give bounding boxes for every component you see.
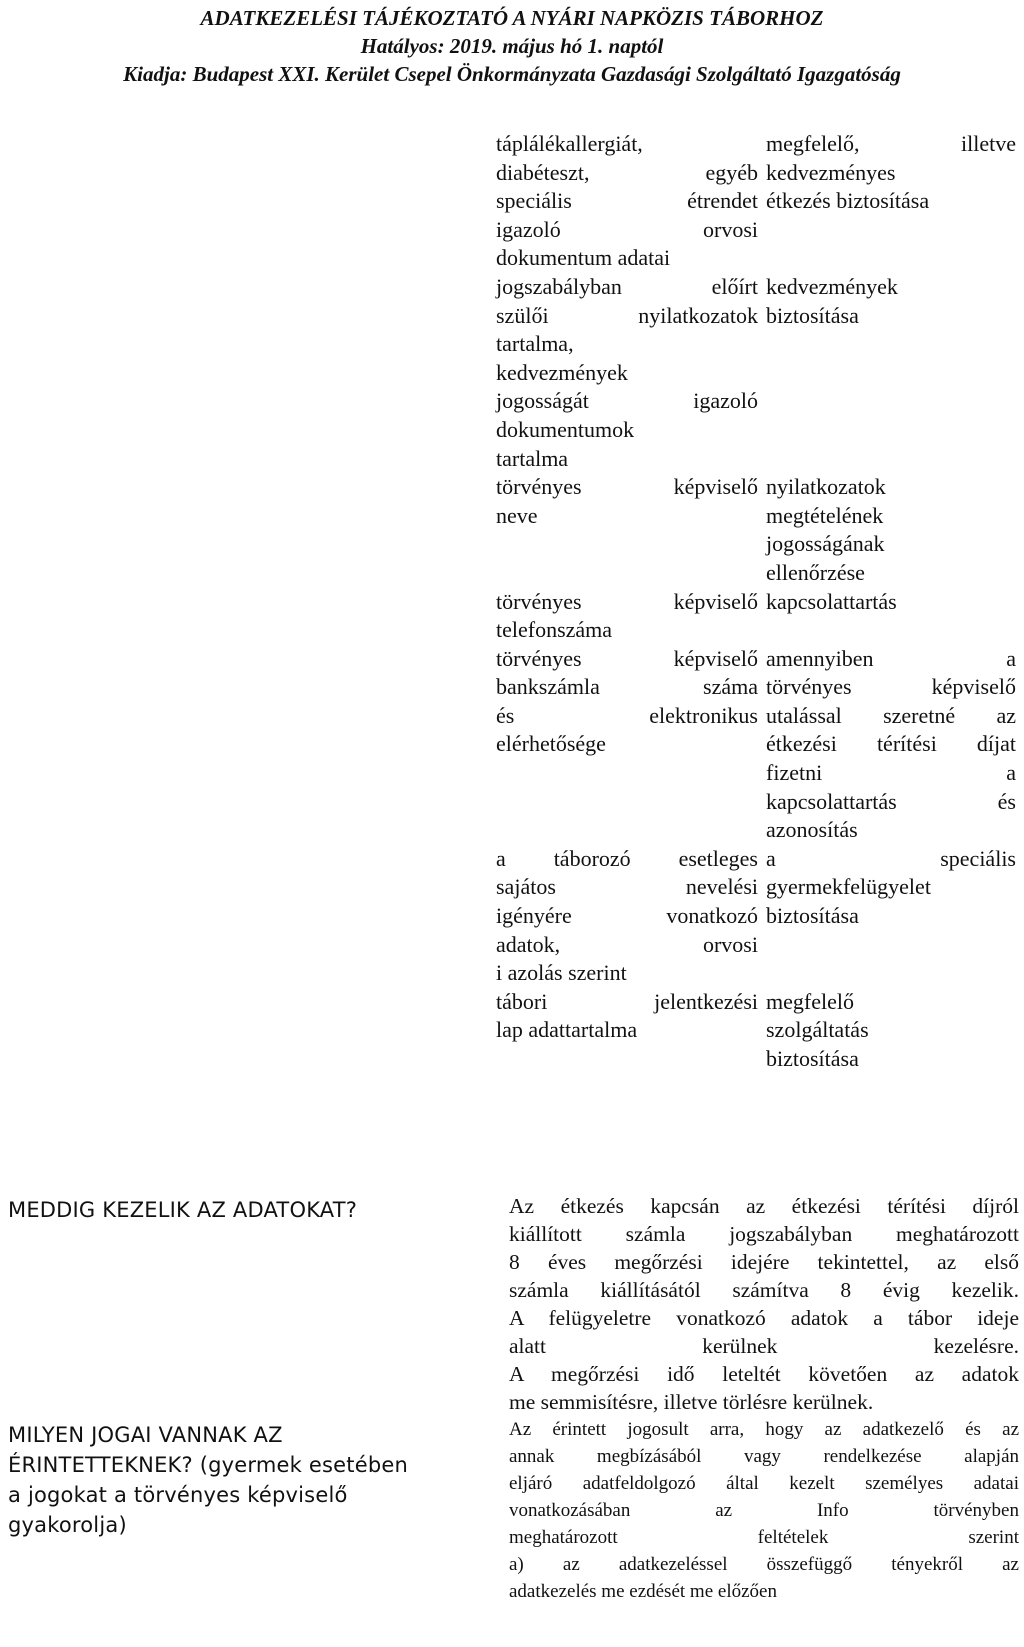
data-category-line: i azolás szerint <box>496 960 627 986</box>
data-category-line: és elektronikus <box>496 702 758 728</box>
rights-paragraph <box>509 1416 1019 1605</box>
data-category-line: elérhetősége <box>496 731 606 757</box>
data-category-line: tábori jelentkezési <box>496 988 758 1014</box>
data-category-line: törvényes képviselő <box>496 645 758 671</box>
table-row <box>496 273 1016 473</box>
purpose-line: biztosítása <box>766 1046 859 1071</box>
data-category-cell <box>496 273 758 473</box>
purpose-line: jogosságának <box>766 531 885 557</box>
purpose-line: biztosítása <box>766 903 859 929</box>
paragraph-line: meghatározott feltételek szerint <box>509 1527 1019 1548</box>
data-category-line: tartalma, <box>496 331 574 357</box>
data-category-line: igazoló orvosi <box>496 216 758 242</box>
data-category-cell <box>496 988 758 1074</box>
purpose-line: ellenőrzése <box>766 559 865 585</box>
data-category-cell <box>496 645 758 845</box>
purpose-line: azonosítás <box>766 817 858 843</box>
data-category-line: dokumentum adatai <box>496 245 671 271</box>
paragraph-line: eljáró adatfeldolgozó által kezelt személyes adatai <box>509 1473 1019 1494</box>
data-category-line: jogosságát igazoló <box>496 388 758 414</box>
paragraph-line: A megőrzési idő leteltét követően az adatok <box>509 1362 1019 1386</box>
header-title: ADATKEZELÉSI TÁJÉKOZTATÓ A NYÁRI NAPKÖZIS TÁBORHOZ <box>200 6 824 30</box>
purpose-line: étkezés biztosítása <box>766 188 930 214</box>
data-category-line: törvényes képviselő <box>496 474 758 500</box>
purpose-cell <box>766 988 1016 1074</box>
paragraph-line: alatt kerülnek kezelésre. <box>509 1334 1019 1358</box>
section-title-line: ÉRINTETTEKNEK? (gyermek esetében <box>8 1453 408 1477</box>
paragraph-line: A felügyeletre vonatkozó adatok a tábor ideje <box>509 1306 1019 1330</box>
purpose-cell <box>766 645 1016 845</box>
section-title-line: MILYEN JOGAI VANNAK AZ <box>8 1423 283 1447</box>
data-category-cell <box>496 130 758 273</box>
purpose-cell <box>766 473 1016 587</box>
table-row <box>496 845 1016 988</box>
purpose-line: nyilatkozatok <box>766 474 886 500</box>
purpose-line: utalással szeretné az <box>766 702 1016 728</box>
data-category-line: tartalma <box>496 445 569 471</box>
section-title-line: a jogokat a törvényes képviselő <box>8 1483 348 1507</box>
purpose-line: kapcsolattartás <box>766 588 897 614</box>
data-category-line: speciális étrendet <box>496 188 758 214</box>
data-category-line: neve <box>496 502 538 528</box>
purpose-line: megtételének <box>766 502 884 528</box>
data-category-cell <box>496 845 758 988</box>
purpose-line: amennyiben a <box>766 645 1016 671</box>
data-category-line: igényére vonatkozó <box>496 903 758 929</box>
data-category-line: telefonszáma <box>496 617 613 643</box>
purpose-cell <box>766 273 1016 473</box>
data-category-line: jogszabályban előírt <box>496 273 758 299</box>
purpose-line: megfelelő <box>766 988 854 1014</box>
retention-paragraph <box>509 1192 1019 1416</box>
data-category-cell <box>496 588 758 645</box>
data-category-line: bankszámla száma <box>496 674 758 700</box>
paragraph-line: 8 éves megőrzési idejére tekintettel, az első <box>509 1250 1019 1274</box>
purpose-cell <box>766 845 1016 988</box>
paragraph-line: a) az adatkezeléssel összefüggő tényekről az <box>509 1554 1019 1575</box>
purpose-line: étkezési térítési díjat <box>766 731 1016 757</box>
paragraph-line: számla kiállításától számítva 8 évig kezelik. <box>509 1278 1019 1302</box>
data-purpose-table <box>496 130 1016 1074</box>
data-category-line: diabéteszt, egyéb <box>496 159 758 185</box>
paragraph-line: annak megbízásából vagy rendelkezése alapján <box>509 1446 1019 1467</box>
paragraph-line: Az étkezés kapcsán az étkezési térítési díjról <box>509 1194 1019 1218</box>
section-title-retention: MEDDIG KEZELIK AZ ADATOKAT? <box>8 1198 358 1222</box>
data-category-line: dokumentumok <box>496 416 635 442</box>
purpose-line: a speciális <box>766 845 1016 871</box>
table-row <box>496 988 1016 1074</box>
data-category-line: törvényes képviselő <box>496 588 758 614</box>
purpose-line: fizetni a <box>766 760 1016 786</box>
table-row <box>496 645 1016 845</box>
purpose-line: kedvezményes <box>766 159 896 185</box>
data-category-line: adatok, orvosi <box>496 931 758 957</box>
purpose-cell <box>766 588 1016 645</box>
data-category-line: szülői nyilatkozatok <box>496 302 758 328</box>
data-category-line: lap adattartalma <box>496 1017 638 1043</box>
table-row <box>496 473 1016 587</box>
section-title-rights <box>8 1420 408 1540</box>
purpose-cell <box>766 130 1016 273</box>
table-row <box>496 588 1016 645</box>
document-header <box>0 4 1024 88</box>
table-row <box>496 130 1016 273</box>
section-title-line: gyakorolja) <box>8 1513 127 1537</box>
purpose-line: kedvezmények <box>766 273 898 299</box>
data-category-line: táplálékallergiát, <box>496 131 643 156</box>
paragraph-line: me semmisítésre, illetve törlésre kerülnek. <box>509 1390 874 1414</box>
data-category-line: sajátos nevelési <box>496 874 758 900</box>
paragraph-line: Az érintett jogosult arra, hogy az adatkezelő és az <box>509 1419 1019 1440</box>
header-effective-date: Hatályos: 2019. május hó 1. naptól <box>360 34 664 58</box>
purpose-line: kapcsolattartás és <box>766 788 1016 814</box>
header-publisher: Kiadja: Budapest XXI. Kerület Csepel Önkormányzata Gazdasági Szolgáltató Igazgatóság <box>123 62 901 86</box>
data-category-cell <box>496 473 758 587</box>
paragraph-line: adatkezelés me ezdését me előzően <box>509 1581 777 1602</box>
purpose-line: biztosítása <box>766 302 859 328</box>
purpose-line: gyermekfelügyelet <box>766 874 931 900</box>
paragraph-line: vonatkozásában az Info törvényben <box>509 1500 1019 1521</box>
purpose-line: megfelelő, illetve <box>766 131 1016 156</box>
data-category-line: a táborozó esetleges <box>496 845 758 871</box>
data-category-line: kedvezmények <box>496 359 628 385</box>
purpose-line: szolgáltatás <box>766 1017 869 1043</box>
paragraph-line: kiállított számla jogszabályban meghatározott <box>509 1222 1019 1246</box>
purpose-line: törvényes képviselő <box>766 674 1016 700</box>
